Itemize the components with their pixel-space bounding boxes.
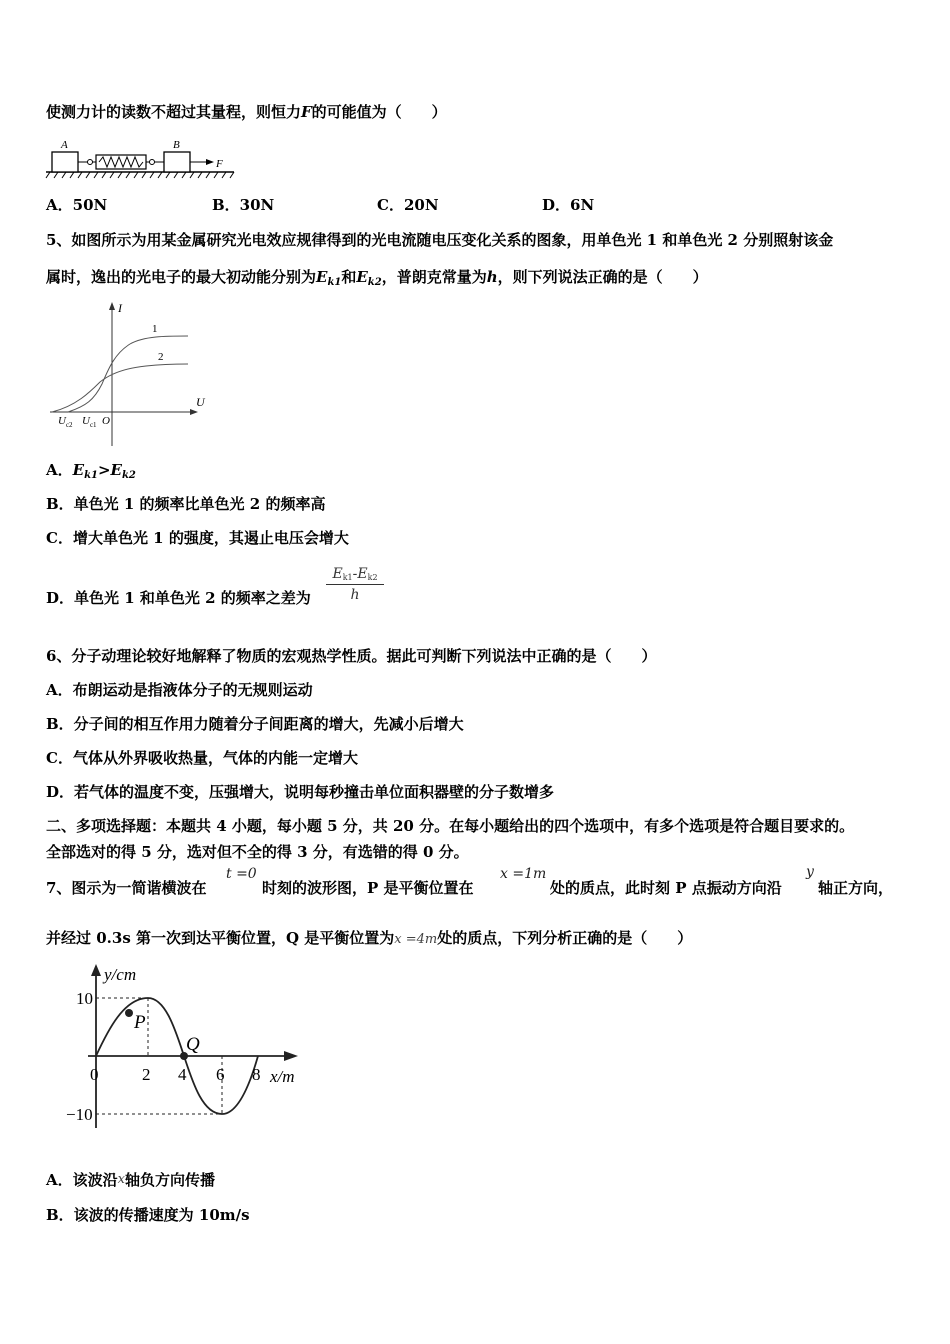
q6-option-b: B．分子间的相互作用力随着分子间距离的增大，先减小后增大 xyxy=(46,715,464,733)
q6-option-a: A．布朗运动是指液体分子的无规则运动 xyxy=(46,681,313,699)
q7-stem-line2 xyxy=(46,928,692,950)
q5-option-d: D．单色光 1 和单色光 2 的频率之差为 xyxy=(46,589,311,607)
q5-option-d-fraction xyxy=(326,566,384,603)
q7-option-b: B．该波的传播速度为 10m/s xyxy=(46,1206,250,1224)
ek1: E xyxy=(316,268,328,286)
tick-minus10: −10 xyxy=(66,1105,93,1124)
tick-10: 10 xyxy=(76,989,93,1008)
label-a: A xyxy=(61,139,68,151)
ek2-sub: k2 xyxy=(367,277,382,288)
tick-4: 4 xyxy=(178,1065,187,1084)
q7-x4: x =4m xyxy=(394,932,438,947)
q4-stem-end: 的可能值为（ ） xyxy=(311,103,447,121)
planck-h: h xyxy=(486,268,498,286)
q7-stem-line1-b: 时刻的波形图，P 是平衡位置在 xyxy=(262,879,474,897)
curve-1-label: 1 xyxy=(152,323,158,335)
axis-label-i: I xyxy=(118,301,122,315)
q6-option-d: D．若气体的温度不变，压强增大，说明每秒撞击单位面积器壁的分子数增多 xyxy=(46,783,555,801)
q7-option-a-text-b: 轴负方向传播 xyxy=(124,1171,215,1189)
q4-option-c: C．20N xyxy=(377,196,439,214)
q5-stem-text-c: ，普朗克常量为 xyxy=(381,268,487,286)
curve-2-label: 2 xyxy=(158,351,164,363)
q7-x1: x =1m xyxy=(500,866,547,882)
q7-option-a xyxy=(46,1170,215,1190)
q5-photoelectric-graph xyxy=(46,296,226,448)
point-p xyxy=(125,1009,133,1017)
q7-stem-line2-b: 处的质点，下列分析正确的是（ ） xyxy=(437,929,693,947)
tick-8: 8 xyxy=(252,1065,261,1084)
section2-line2: 全部选对的得 5 分，选对但不全的得 3 分，有选错的得 0 分。 xyxy=(46,843,469,861)
tick-2: 2 xyxy=(142,1065,151,1084)
q4-option-b: B．30N xyxy=(212,196,275,214)
q7-wave-graph xyxy=(62,960,322,1132)
section2-line1: 二、多项选择题：本题共 4 小题，每小题 5 分，共 20 分。在每小题给出的四个选项中，有多个选项是符合题目要求的。 xyxy=(46,817,855,835)
q5-option-a-e1: E xyxy=(72,461,85,479)
wave-x-label: x/m xyxy=(270,1067,295,1086)
q5-option-a-e2: E xyxy=(110,461,122,479)
q6-option-c: C．气体从外界吸收热量，气体的内能一定增大 xyxy=(46,749,358,767)
q4-stem-text: 使测力计的读数不超过其量程，则恒力 xyxy=(46,103,302,121)
q6-stem: 6、分子动理论较好地解释了物质的宏观热学性质。据此可判断下列说法中正确的是（ ） xyxy=(46,647,657,665)
label-q: Q xyxy=(186,1034,200,1055)
axis-label-u: U xyxy=(196,395,205,409)
q5-stem-text-b: 和 xyxy=(341,268,357,286)
q7-y: y xyxy=(806,864,814,880)
q4-option-a: A．50N xyxy=(46,196,108,214)
fraction-denominator: h xyxy=(350,587,360,603)
uc2-label: $U_{c2}$ xyxy=(58,415,73,429)
q4-stem xyxy=(46,102,447,122)
block-a xyxy=(52,152,78,172)
q5-stem-text-a: 属时，逸出的光电子的最大初动能分别为 xyxy=(46,268,317,286)
origin-label: O xyxy=(102,415,110,427)
q7-stem-line2-a: 并经过 0.3s 第一次到达平衡位置，Q 是平衡位置为 xyxy=(46,929,395,947)
q5-option-b: B．单色光 1 的频率比单色光 2 的频率高 xyxy=(46,495,326,513)
block-b xyxy=(164,152,190,172)
q5-option-a-s1: k1 xyxy=(84,470,98,481)
q7-stem-line1-a: 7、图示为一简谐横波在 xyxy=(46,879,207,897)
q7-option-a-x: x xyxy=(117,1172,125,1187)
label-f: F xyxy=(216,158,223,170)
q7-option-a-text-a: A．该波沿 xyxy=(46,1171,118,1189)
q5-option-a-s2: k2 xyxy=(121,470,136,481)
q4-stem-var: F xyxy=(301,103,312,121)
q5-option-a xyxy=(46,460,136,486)
q5-option-a-gt: > xyxy=(97,461,111,479)
tick-0: 0 xyxy=(90,1065,99,1084)
q4-option-d: D．6N xyxy=(542,196,595,214)
q4-spring-figure xyxy=(44,136,244,182)
uc1-label: $U_{c1}$ xyxy=(82,415,97,429)
q5-stem-text-d: ，则下列说法正确的是（ ） xyxy=(497,268,708,286)
ek2: E xyxy=(356,268,368,286)
q5-stem-line2 xyxy=(46,267,708,293)
q7-stem-line1-d: 轴正方向， xyxy=(818,879,894,897)
q7-t0: t =0 xyxy=(226,866,257,882)
tick-6: 6 xyxy=(216,1065,225,1084)
q5-stem-line1: 5、如图所示为用某金属研究光电效应规律得到的光电流随电压变化关系的图象，用单色光 1 和单色光 2 分别照射该金 xyxy=(46,231,834,249)
q5-option-c: C．增大单色光 1 的强度，其遏止电压会增大 xyxy=(46,529,349,547)
fraction-numerator: Ek1-Ek2 xyxy=(326,566,384,585)
curve-2 xyxy=(52,364,188,412)
ek1-sub: k1 xyxy=(327,277,342,288)
curve-1 xyxy=(68,336,188,412)
label-b: B xyxy=(173,139,180,151)
wave-y-label: y/cm xyxy=(104,965,137,984)
q5-option-a-prefix: A． xyxy=(46,461,73,479)
q7-stem-line1-c: 处的质点，此时刻 P 点振动方向沿 xyxy=(550,879,782,897)
label-p: P xyxy=(134,1012,146,1033)
